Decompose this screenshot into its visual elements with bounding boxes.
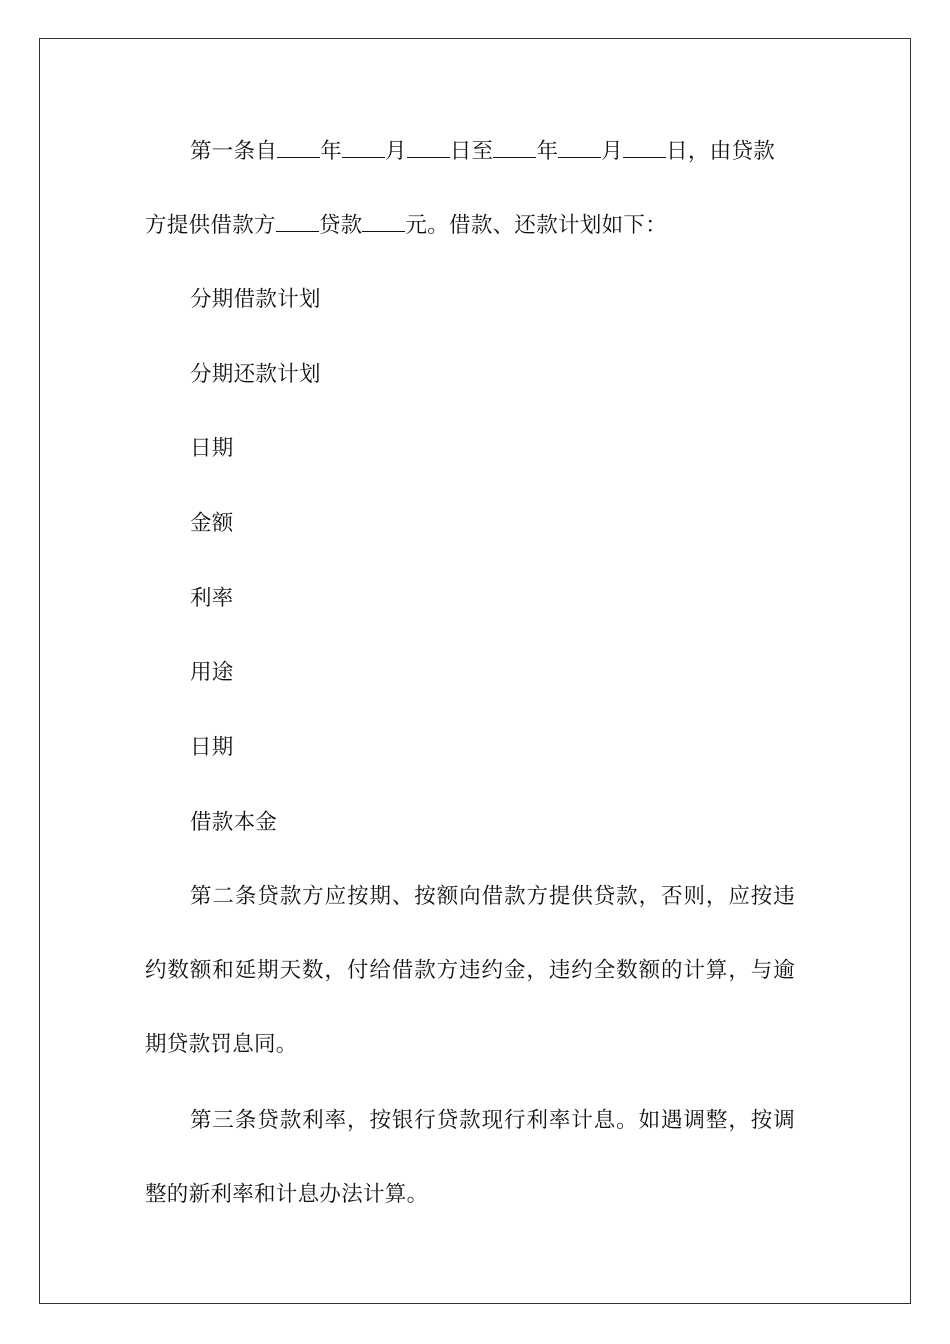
article1-text-6: 月: [601, 139, 624, 164]
article1-text-5: 年: [536, 139, 559, 164]
plan-item-rate: 利率: [190, 586, 234, 611]
article2-paragraph: 第二条贷款方应按期、按额向借款方提供贷款，否则，应按违约数额和延期天数，付给借款方违约金，违约全数额的计算，与逾期贷款罚息同。: [145, 884, 795, 1057]
plan-item-principal: 借款本金: [190, 810, 278, 835]
blank-day-end: [623, 156, 666, 158]
blank-month-end: [558, 156, 601, 158]
plan-item-repay-plan: 分期还款计划: [190, 362, 321, 387]
article1-line2: [145, 211, 667, 241]
blank-year-end: [493, 156, 536, 158]
plan-item-date-2: 日期: [190, 735, 234, 760]
blank-year-start: [277, 156, 320, 158]
article3-paragraph: 第三条贷款利率，按银行贷款现行利率计息。如遇调整，按调整的新利率和计息办法计算。: [145, 1108, 795, 1207]
blank-amount: [362, 230, 405, 232]
article1-text-9: 贷款: [318, 213, 363, 238]
article1-text-3: 月: [385, 139, 407, 164]
article1-text-7: 日，由贷款: [666, 139, 776, 164]
plan-item-borrow-plan: 分期借款计划: [190, 287, 321, 312]
blank-month-start: [342, 156, 385, 158]
article1-text-8: 方提供借款方: [145, 213, 276, 238]
plan-item-purpose: 用途: [190, 660, 234, 685]
article1-text-2: 年: [320, 139, 343, 164]
plan-item-amount: 金额: [190, 511, 234, 536]
article1-line1: [190, 137, 775, 167]
article1-text-1: 第一条自: [190, 139, 278, 164]
blank-day-start: [407, 156, 450, 158]
article1-text-10: 元。借款、还款计划如下：: [405, 213, 668, 238]
article1-text-4: 日至: [449, 139, 494, 164]
plan-item-date: 日期: [190, 436, 234, 461]
blank-loan-type: [276, 230, 319, 232]
